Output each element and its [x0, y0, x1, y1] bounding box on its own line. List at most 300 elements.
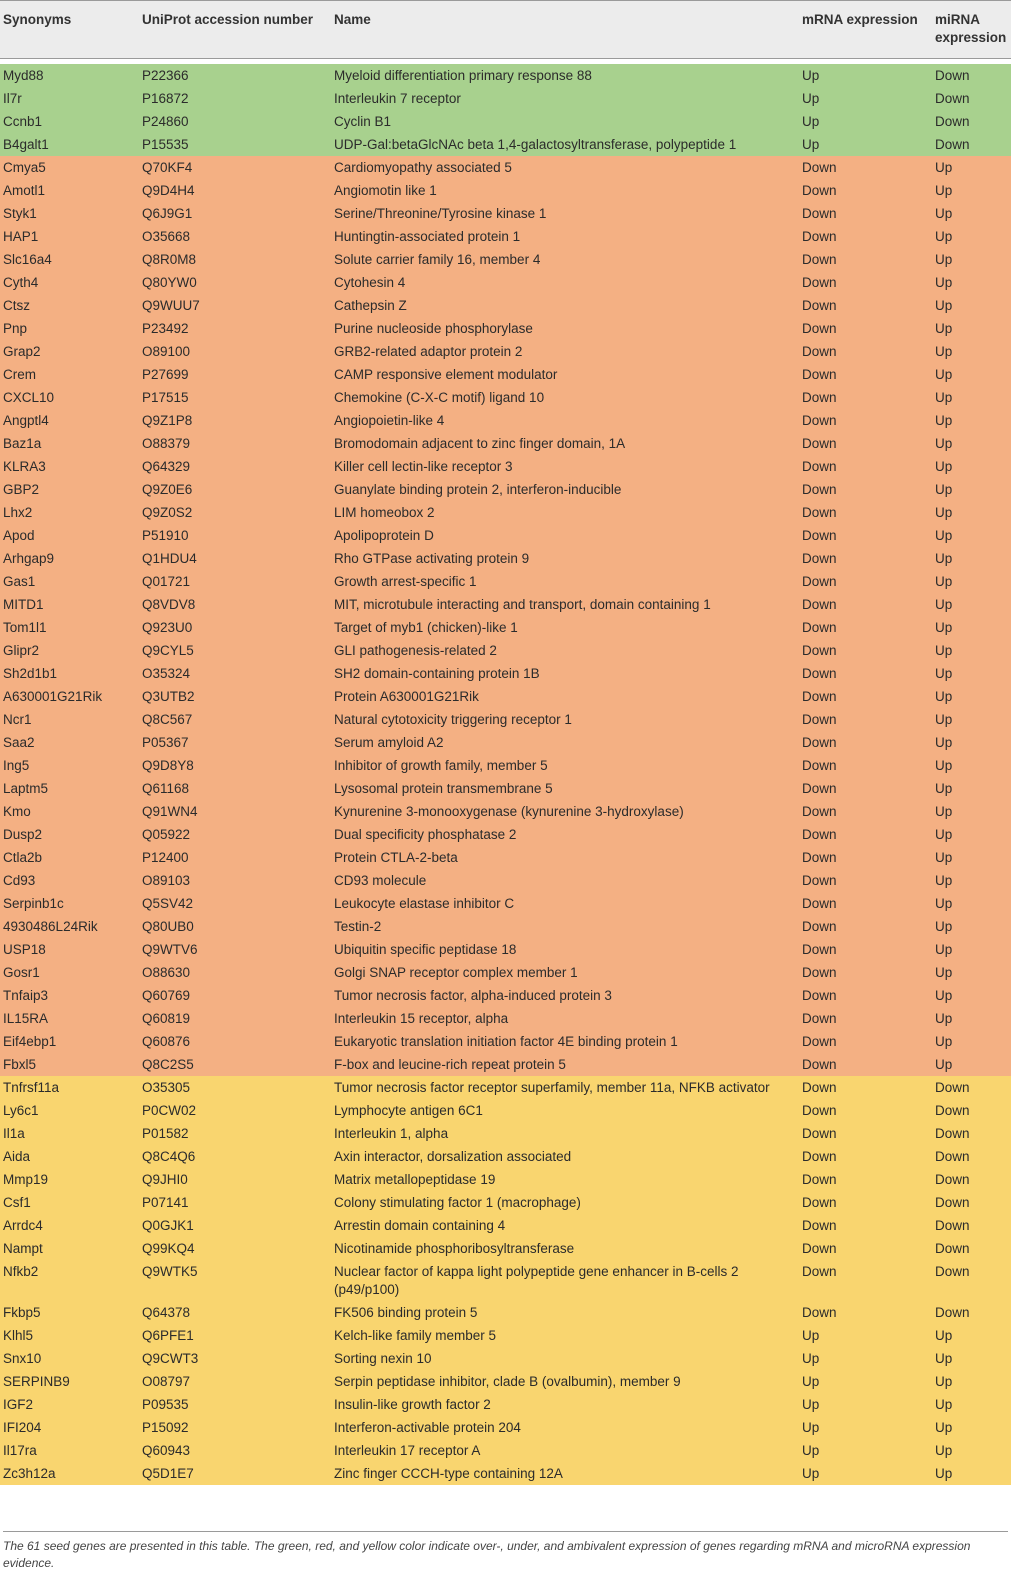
mrna-cell: Down	[799, 478, 932, 501]
mirna-cell: Up	[932, 225, 1011, 248]
synonym-cell: Myd88	[0, 64, 139, 87]
name-cell: Solute carrier family 16, member 4	[331, 248, 799, 271]
synonym-cell: Snx10	[0, 1347, 139, 1370]
table-row	[0, 1214, 1011, 1237]
uniprot-cell: Q9WUU7	[139, 294, 331, 317]
mrna-cell: Up	[799, 1347, 932, 1370]
table-row	[0, 754, 1011, 777]
mirna-cell: Up	[932, 386, 1011, 409]
name-cell: Serpin peptidase inhibitor, clade B (ovalbumin), member 9	[331, 1370, 799, 1393]
name-cell: Protein CTLA-2-beta	[331, 846, 799, 869]
name-cell: Serum amyloid A2	[331, 731, 799, 754]
table-row	[0, 800, 1011, 823]
mrna-cell: Down	[799, 317, 932, 340]
table-row	[0, 1301, 1011, 1324]
name-cell: GLI pathogenesis-related 2	[331, 639, 799, 662]
name-cell: GRB2-related adaptor protein 2	[331, 340, 799, 363]
table-row	[0, 1324, 1011, 1347]
mirna-cell: Down	[932, 1076, 1011, 1099]
name-cell: Angiomotin like 1	[331, 179, 799, 202]
uniprot-cell: Q70KF4	[139, 156, 331, 179]
synonym-cell: Apod	[0, 524, 139, 547]
mirna-cell: Up	[932, 754, 1011, 777]
mirna-cell: Up	[932, 202, 1011, 225]
uniprot-cell: Q80YW0	[139, 271, 331, 294]
table-row	[0, 409, 1011, 432]
mirna-cell: Up	[932, 616, 1011, 639]
mrna-cell: Up	[799, 133, 932, 156]
mirna-cell: Up	[932, 1030, 1011, 1053]
header-uniprot-accession: UniProt accession number	[139, 1, 331, 59]
synonym-cell: Nampt	[0, 1237, 139, 1260]
name-cell: Lymphocyte antigen 6C1	[331, 1099, 799, 1122]
uniprot-cell: O88630	[139, 961, 331, 984]
mrna-cell: Down	[799, 1168, 932, 1191]
table-row	[0, 1370, 1011, 1393]
mirna-cell: Up	[932, 800, 1011, 823]
mirna-cell: Up	[932, 892, 1011, 915]
mirna-cell: Up	[932, 777, 1011, 800]
table-row	[0, 1439, 1011, 1462]
synonym-cell: Cyth4	[0, 271, 139, 294]
mirna-cell: Down	[932, 133, 1011, 156]
uniprot-cell: Q8R0M8	[139, 248, 331, 271]
table-row	[0, 501, 1011, 524]
name-cell: Axin interactor, dorsalization associated	[331, 1145, 799, 1168]
uniprot-cell: Q9CYL5	[139, 639, 331, 662]
mrna-cell: Down	[799, 961, 932, 984]
uniprot-cell: Q1HDU4	[139, 547, 331, 570]
uniprot-cell: O08797	[139, 1370, 331, 1393]
synonym-cell: MITD1	[0, 593, 139, 616]
uniprot-cell: P05367	[139, 731, 331, 754]
uniprot-cell: Q9JHI0	[139, 1168, 331, 1191]
name-cell: Matrix metallopeptidase 19	[331, 1168, 799, 1191]
name-cell: Interleukin 17 receptor A	[331, 1439, 799, 1462]
name-cell: Purine nucleoside phosphorylase	[331, 317, 799, 340]
mirna-cell: Down	[932, 1099, 1011, 1122]
mrna-cell: Down	[799, 455, 932, 478]
mrna-cell: Down	[799, 248, 932, 271]
table-caption: The 61 seed genes are presented in this table. The green, red, and yellow color indicate over-, under, and ambivalent expression of genes regarding mRNA and microRNA expression evidence.	[3, 1531, 1008, 1572]
table-row	[0, 984, 1011, 1007]
uniprot-cell: Q8C567	[139, 708, 331, 731]
mrna-cell: Up	[799, 1439, 932, 1462]
name-cell: Leukocyte elastase inhibitor C	[331, 892, 799, 915]
table-row	[0, 1122, 1011, 1145]
name-cell: Interleukin 1, alpha	[331, 1122, 799, 1145]
uniprot-cell: Q64329	[139, 455, 331, 478]
mrna-cell: Down	[799, 984, 932, 1007]
uniprot-cell: Q91WN4	[139, 800, 331, 823]
mrna-cell: Up	[799, 87, 932, 110]
mrna-cell: Down	[799, 156, 932, 179]
table-row	[0, 1393, 1011, 1416]
uniprot-cell: Q80UB0	[139, 915, 331, 938]
name-cell: Tumor necrosis factor, alpha-induced protein 3	[331, 984, 799, 1007]
table-row	[0, 616, 1011, 639]
mirna-cell: Up	[932, 409, 1011, 432]
table-row	[0, 1030, 1011, 1053]
mrna-cell: Up	[799, 1370, 932, 1393]
synonym-cell: Laptm5	[0, 777, 139, 800]
mrna-cell: Down	[799, 823, 932, 846]
synonym-cell: Cmya5	[0, 156, 139, 179]
header-mirna-expression: miRNA expression	[932, 1, 1011, 59]
synonym-cell: Ccnb1	[0, 110, 139, 133]
name-cell: Killer cell lectin-like receptor 3	[331, 455, 799, 478]
name-cell: Eukaryotic translation initiation factor 4E binding protein 1	[331, 1030, 799, 1053]
uniprot-cell: Q9Z1P8	[139, 409, 331, 432]
uniprot-cell: Q60876	[139, 1030, 331, 1053]
synonym-cell: SERPINB9	[0, 1370, 139, 1393]
synonym-cell: CXCL10	[0, 386, 139, 409]
synonym-cell: Ing5	[0, 754, 139, 777]
mirna-cell: Up	[932, 662, 1011, 685]
name-cell: Lysosomal protein transmembrane 5	[331, 777, 799, 800]
table-row	[0, 547, 1011, 570]
mirna-cell: Up	[932, 547, 1011, 570]
name-cell: Inhibitor of growth family, member 5	[331, 754, 799, 777]
table-row	[0, 133, 1011, 156]
table-row	[0, 1168, 1011, 1191]
table-row	[0, 271, 1011, 294]
name-cell: Bromodomain adjacent to zinc finger domain, 1A	[331, 432, 799, 455]
synonym-cell: Dusp2	[0, 823, 139, 846]
uniprot-cell: Q6PFE1	[139, 1324, 331, 1347]
synonym-cell: USP18	[0, 938, 139, 961]
mrna-cell: Down	[799, 639, 932, 662]
uniprot-cell: P15092	[139, 1416, 331, 1439]
mrna-cell: Down	[799, 294, 932, 317]
uniprot-cell: Q0GJK1	[139, 1214, 331, 1237]
mrna-cell: Down	[799, 685, 932, 708]
table-row	[0, 662, 1011, 685]
mirna-cell: Down	[932, 1260, 1011, 1301]
synonym-cell: GBP2	[0, 478, 139, 501]
table-row	[0, 202, 1011, 225]
synonym-cell: Lhx2	[0, 501, 139, 524]
mrna-cell: Down	[799, 570, 932, 593]
table-row	[0, 340, 1011, 363]
mirna-cell: Down	[932, 1145, 1011, 1168]
table-row	[0, 1191, 1011, 1214]
mirna-cell: Up	[932, 1462, 1011, 1485]
synonym-cell: Il17ra	[0, 1439, 139, 1462]
mrna-cell: Down	[799, 1145, 932, 1168]
mrna-cell: Down	[799, 547, 932, 570]
table-row	[0, 961, 1011, 984]
synonym-cell: Ncr1	[0, 708, 139, 731]
table-row	[0, 708, 1011, 731]
mirna-cell: Down	[932, 110, 1011, 133]
table-row	[0, 432, 1011, 455]
synonym-cell: Il1a	[0, 1122, 139, 1145]
synonym-cell: Il7r	[0, 87, 139, 110]
table-row	[0, 685, 1011, 708]
mrna-cell: Down	[799, 1053, 932, 1076]
name-cell: Interleukin 15 receptor, alpha	[331, 1007, 799, 1030]
synonym-cell: Ctla2b	[0, 846, 139, 869]
name-cell: CAMP responsive element modulator	[331, 363, 799, 386]
name-cell: Cytohesin 4	[331, 271, 799, 294]
mirna-cell: Down	[932, 1191, 1011, 1214]
mrna-cell: Down	[799, 1030, 932, 1053]
table-row	[0, 1462, 1011, 1485]
synonym-cell: Grap2	[0, 340, 139, 363]
table-row	[0, 248, 1011, 271]
mirna-cell: Up	[932, 1007, 1011, 1030]
synonym-cell: Eif4ebp1	[0, 1030, 139, 1053]
table-row	[0, 478, 1011, 501]
mrna-cell: Down	[799, 616, 932, 639]
uniprot-cell: Q8VDV8	[139, 593, 331, 616]
table-row	[0, 386, 1011, 409]
mrna-cell: Down	[799, 1007, 932, 1030]
mirna-cell: Up	[932, 455, 1011, 478]
uniprot-cell: P0CW02	[139, 1099, 331, 1122]
uniprot-cell: Q3UTB2	[139, 685, 331, 708]
mirna-cell: Down	[932, 87, 1011, 110]
synonym-cell: Fkbp5	[0, 1301, 139, 1324]
mrna-cell: Down	[799, 202, 932, 225]
synonym-cell: Tnfaip3	[0, 984, 139, 1007]
name-cell: LIM homeobox 2	[331, 501, 799, 524]
uniprot-cell: Q01721	[139, 570, 331, 593]
uniprot-cell: Q64378	[139, 1301, 331, 1324]
mrna-cell: Down	[799, 915, 932, 938]
synonym-cell: Serpinb1c	[0, 892, 139, 915]
mrna-cell: Down	[799, 363, 932, 386]
mirna-cell: Up	[932, 248, 1011, 271]
mrna-cell: Down	[799, 662, 932, 685]
name-cell: Colony stimulating factor 1 (macrophage)	[331, 1191, 799, 1214]
uniprot-cell: Q6J9G1	[139, 202, 331, 225]
name-cell: Natural cytotoxicity triggering receptor 1	[331, 708, 799, 731]
table-row	[0, 1099, 1011, 1122]
synonym-cell: Nfkb2	[0, 1260, 139, 1301]
mrna-cell: Down	[799, 754, 932, 777]
table-row	[0, 639, 1011, 662]
synonym-cell: Mmp19	[0, 1168, 139, 1191]
table-header	[0, 1, 1011, 59]
name-cell: Insulin-like growth factor 2	[331, 1393, 799, 1416]
mirna-cell: Up	[932, 179, 1011, 202]
name-cell: Rho GTPase activating protein 9	[331, 547, 799, 570]
uniprot-cell: Q5SV42	[139, 892, 331, 915]
mirna-cell: Up	[932, 1347, 1011, 1370]
synonym-cell: Styk1	[0, 202, 139, 225]
uniprot-cell: Q9CWT3	[139, 1347, 331, 1370]
uniprot-cell: Q5D1E7	[139, 1462, 331, 1485]
synonym-cell: Csf1	[0, 1191, 139, 1214]
uniprot-cell: Q9Z0S2	[139, 501, 331, 524]
synonym-cell: HAP1	[0, 225, 139, 248]
name-cell: Dual specificity phosphatase 2	[331, 823, 799, 846]
mirna-cell: Down	[932, 1168, 1011, 1191]
uniprot-cell: O89103	[139, 869, 331, 892]
name-cell: SH2 domain-containing protein 1B	[331, 662, 799, 685]
table-row	[0, 156, 1011, 179]
synonym-cell: 4930486L24Rik	[0, 915, 139, 938]
mrna-cell: Down	[799, 800, 932, 823]
name-cell: FK506 binding protein 5	[331, 1301, 799, 1324]
mirna-cell: Up	[932, 1370, 1011, 1393]
header-mrna-expression: mRNA expression	[799, 1, 932, 59]
mirna-cell: Up	[932, 432, 1011, 455]
mrna-cell: Up	[799, 110, 932, 133]
name-cell: Testin-2	[331, 915, 799, 938]
mrna-cell: Up	[799, 1416, 932, 1439]
uniprot-cell: Q9D8Y8	[139, 754, 331, 777]
synonym-cell: Cd93	[0, 869, 139, 892]
synonym-cell: Angptl4	[0, 409, 139, 432]
synonym-cell: Zc3h12a	[0, 1462, 139, 1485]
uniprot-cell: O35668	[139, 225, 331, 248]
uniprot-cell: O89100	[139, 340, 331, 363]
name-cell: Serine/Threonine/Tyrosine kinase 1	[331, 202, 799, 225]
mrna-cell: Down	[799, 1076, 932, 1099]
table-row	[0, 1347, 1011, 1370]
mirna-cell: Up	[932, 639, 1011, 662]
synonym-cell: Amotl1	[0, 179, 139, 202]
mirna-cell: Up	[932, 363, 1011, 386]
synonym-cell: Saa2	[0, 731, 139, 754]
mirna-cell: Up	[932, 1053, 1011, 1076]
mrna-cell: Up	[799, 1462, 932, 1485]
uniprot-cell: Q60769	[139, 984, 331, 1007]
mrna-cell: Down	[799, 892, 932, 915]
mirna-cell: Up	[932, 271, 1011, 294]
mirna-cell: Up	[932, 570, 1011, 593]
uniprot-cell: Q9Z0E6	[139, 478, 331, 501]
synonym-cell: Pnp	[0, 317, 139, 340]
mirna-cell: Up	[932, 984, 1011, 1007]
table-row	[0, 915, 1011, 938]
mirna-cell: Up	[932, 708, 1011, 731]
name-cell: Angiopoietin-like 4	[331, 409, 799, 432]
synonym-cell: A630001G21Rik	[0, 685, 139, 708]
uniprot-cell: Q60943	[139, 1439, 331, 1462]
mrna-cell: Down	[799, 1301, 932, 1324]
synonym-cell: Glipr2	[0, 639, 139, 662]
uniprot-cell: P12400	[139, 846, 331, 869]
mirna-cell: Up	[932, 915, 1011, 938]
name-cell: Interleukin 7 receptor	[331, 87, 799, 110]
mirna-cell: Down	[932, 1301, 1011, 1324]
mrna-cell: Down	[799, 409, 932, 432]
table-row	[0, 1053, 1011, 1076]
table-row	[0, 110, 1011, 133]
synonym-cell: Tom1l1	[0, 616, 139, 639]
header-synonyms: Synonyms	[0, 1, 139, 59]
uniprot-cell: Q60819	[139, 1007, 331, 1030]
synonym-cell: Baz1a	[0, 432, 139, 455]
name-cell: Ubiquitin specific peptidase 18	[331, 938, 799, 961]
table-row	[0, 1007, 1011, 1030]
uniprot-cell: P17515	[139, 386, 331, 409]
mrna-cell: Down	[799, 938, 932, 961]
table-row	[0, 570, 1011, 593]
mirna-cell: Up	[932, 501, 1011, 524]
mirna-cell: Down	[932, 64, 1011, 87]
mrna-cell: Down	[799, 869, 932, 892]
table-row	[0, 846, 1011, 869]
mrna-cell: Down	[799, 593, 932, 616]
mrna-cell: Up	[799, 1324, 932, 1347]
uniprot-cell: P23492	[139, 317, 331, 340]
synonym-cell: Ctsz	[0, 294, 139, 317]
name-cell: Cardiomyopathy associated 5	[331, 156, 799, 179]
table-row	[0, 777, 1011, 800]
name-cell: Zinc finger CCCH-type containing 12A	[331, 1462, 799, 1485]
mrna-cell: Down	[799, 386, 932, 409]
name-cell: UDP-Gal:betaGlcNAc beta 1,4-galactosyltransferase, polypeptide 1	[331, 133, 799, 156]
table-row	[0, 1260, 1011, 1301]
mrna-cell: Down	[799, 225, 932, 248]
name-cell: Tumor necrosis factor receptor superfamily, member 11a, NFKB activator	[331, 1076, 799, 1099]
mirna-cell: Down	[932, 1214, 1011, 1237]
synonym-cell: Arhgap9	[0, 547, 139, 570]
mirna-cell: Down	[932, 1237, 1011, 1260]
name-cell: Kelch-like family member 5	[331, 1324, 799, 1347]
mrna-cell: Down	[799, 1214, 932, 1237]
table-row	[0, 1416, 1011, 1439]
uniprot-cell: P07141	[139, 1191, 331, 1214]
mirna-cell: Down	[932, 1122, 1011, 1145]
table-row	[0, 593, 1011, 616]
synonym-cell: Tnfrsf11a	[0, 1076, 139, 1099]
mrna-cell: Down	[799, 501, 932, 524]
name-cell: Protein A630001G21Rik	[331, 685, 799, 708]
synonym-cell: Gosr1	[0, 961, 139, 984]
table-row	[0, 892, 1011, 915]
uniprot-cell: P15535	[139, 133, 331, 156]
mirna-cell: Up	[932, 938, 1011, 961]
uniprot-cell: Q9WTK5	[139, 1260, 331, 1301]
table-row	[0, 179, 1011, 202]
uniprot-cell: Q05922	[139, 823, 331, 846]
synonym-cell: Sh2d1b1	[0, 662, 139, 685]
mirna-cell: Up	[932, 1416, 1011, 1439]
uniprot-cell: O35305	[139, 1076, 331, 1099]
mirna-cell: Up	[932, 156, 1011, 179]
synonym-cell: Klhl5	[0, 1324, 139, 1347]
name-cell: Interferon-activable protein 204	[331, 1416, 799, 1439]
table-row	[0, 317, 1011, 340]
uniprot-cell: Q9D4H4	[139, 179, 331, 202]
uniprot-cell: P24860	[139, 110, 331, 133]
uniprot-cell: Q8C2S5	[139, 1053, 331, 1076]
uniprot-cell: Q923U0	[139, 616, 331, 639]
mrna-cell: Down	[799, 708, 932, 731]
mrna-cell: Down	[799, 179, 932, 202]
synonym-cell: Fbxl5	[0, 1053, 139, 1076]
mirna-cell: Up	[932, 961, 1011, 984]
synonym-cell: IFI204	[0, 1416, 139, 1439]
table-row	[0, 1237, 1011, 1260]
mirna-cell: Up	[932, 593, 1011, 616]
mirna-cell: Up	[932, 294, 1011, 317]
mrna-cell: Down	[799, 777, 932, 800]
table-row	[0, 294, 1011, 317]
uniprot-cell: P51910	[139, 524, 331, 547]
synonym-cell: Crem	[0, 363, 139, 386]
mrna-cell: Down	[799, 340, 932, 363]
mirna-cell: Up	[932, 524, 1011, 547]
uniprot-cell: O35324	[139, 662, 331, 685]
synonym-cell: B4galt1	[0, 133, 139, 156]
